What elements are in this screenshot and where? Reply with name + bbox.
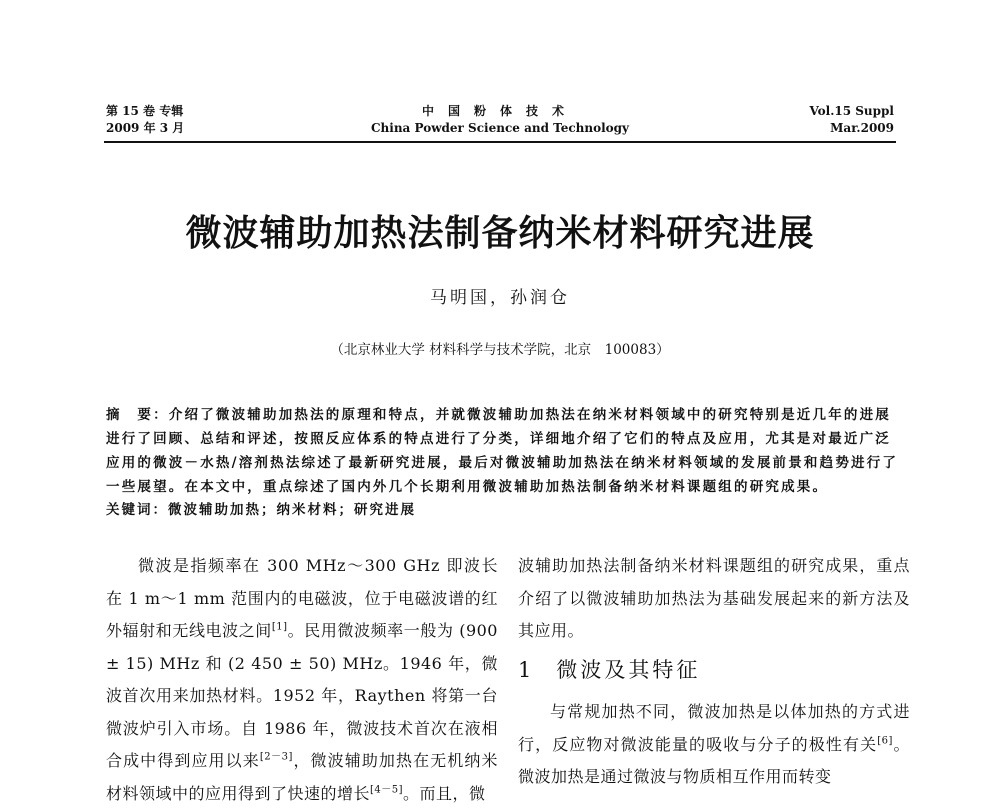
keywords-text: 微波辅助加热；纳米材料；研究进展	[168, 502, 416, 518]
section-heading	[518, 654, 910, 687]
affiliation: （北京林业大学 材料科学与技术学院，北京 100083）	[330, 342, 670, 358]
authors: 马明国，孙润仓	[430, 288, 570, 308]
body-column-right	[518, 550, 910, 794]
abstract-label: 摘 要：	[106, 407, 169, 423]
header-rule	[104, 141, 896, 143]
paragraph: 波辅助加热法制备纳米材料课题组的研究成果，重点介绍了以微波辅助加热法为基础发展起来的新方法及其应用。	[518, 556, 910, 640]
section-number: 1	[518, 657, 535, 682]
abstract-text: 介绍了微波辅助加热法的原理和特点，并就微波辅助加热法在纳米材料领域中的研究特别是近几年的进展进行了回顾、总结和评述，按照反应体系的特点进行了分类，详细地介绍了它们的特点及应用，尤其是对最近广泛应用的微波－水热/溶剂热法综述了最新研究进展，最后对微波辅助加热法在纳米材料领域的发展前景和趋势进行了一些展望。在本文中，重点综述了国内外几个长期利用微波辅助加热法制备纳米材料课题组的研究成果。	[106, 407, 899, 495]
paragraph: 微波是指频率在 300 MHz～300 GHz 即波长在 1 m～1 mm 范围内的电磁波，位于电磁波谱的红外辐射和无线电波之间[1]。民用微波频率一般为 (900 ± 15) MHz 和 (2 450 ± 50) MHz。1946 年，微波首次用来加热材料。1952 年，Raythen 将第一台微波炉引入市场。自 1986 年，微波技术首次在液相合成中得到应用以来[2－3]，微波辅助加热在无机纳米材料领域中的应用得到了快速的增长[4－5]。而且，微	[106, 556, 498, 803]
body-column-left	[106, 550, 498, 810]
keywords	[106, 498, 416, 518]
citation[interactable]: [2－3]	[259, 751, 293, 763]
section-title: 微波及其特征	[556, 657, 701, 682]
journal-name: 中国粉体技术 China Powder Science and Technology	[370, 104, 630, 135]
journal-volume-info-en: Vol.15 Suppl Mar.2009	[809, 104, 894, 135]
journal-volume-info: 第 15 卷 专辑 2009 年 3 月	[106, 104, 185, 135]
keywords-label: 关键词：	[106, 502, 168, 518]
citation[interactable]: [1]	[271, 621, 288, 633]
abstract	[106, 403, 906, 499]
citation[interactable]: [6]	[877, 735, 893, 747]
paragraph: 与常规加热不同，微波加热是以体加热的方式进行，反应物对微波能量的吸收与分子的极性有关[6]。微波加热是通过微波与物质相互作用而转变	[518, 702, 910, 786]
citation[interactable]: [4－5]	[370, 784, 404, 796]
paper-title: 微波辅助加热法制备纳米材料研究进展	[185, 212, 815, 254]
